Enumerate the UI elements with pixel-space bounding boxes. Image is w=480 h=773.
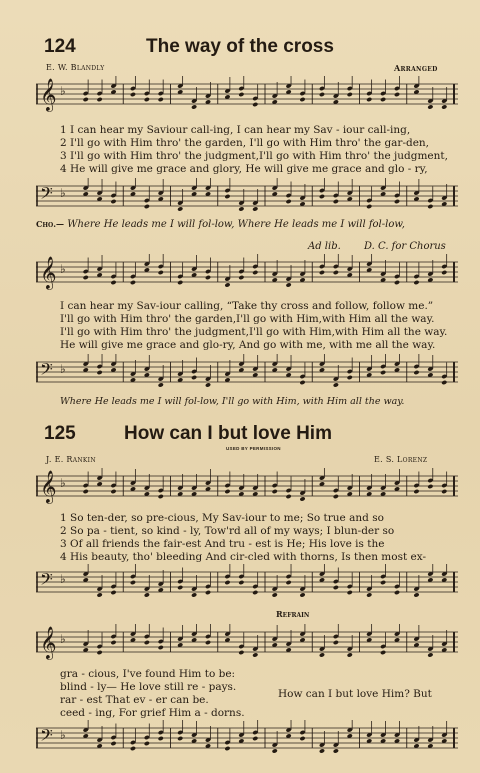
hymn-124-author: E. W. Blandly: [46, 63, 105, 72]
chorus-text-a: Where He leads me I will fol-low, Where He leads me I will fol-low,: [67, 219, 405, 230]
hymn-124-number: 124: [44, 36, 76, 57]
hymn-125-treble-staff-2: [36, 624, 458, 672]
svg-text:♭: ♭: [60, 476, 66, 490]
hymn-124-verse-2-line-b: I'll go with Him thro' the garden,I'll go with Him,with Him all the way.: [60, 313, 435, 325]
hymn-124-treble-staff-1: [36, 76, 458, 126]
hymn-124-verse-3-line-b: I'll go with Him thro' the judgment,I'll go with Him,with Him all the way.: [60, 326, 448, 338]
hymn-124-chorus-line-a: [36, 219, 405, 230]
hymn-125-bass-staff-1: [36, 564, 458, 606]
hymn-125-verse-2-line-b: blind - ly— He love still re - pays.: [60, 681, 237, 693]
svg-text:𝄞: 𝄞: [40, 626, 57, 659]
chorus-label: Cho.—: [36, 219, 65, 229]
hymn-125-verse-3-line-b: rar - est That ev - er can be.: [60, 694, 209, 706]
svg-text:𝄢: 𝄢: [40, 183, 53, 207]
hymn-125-verse-2-line-a: 2 So pa - tient, so kind - ly, Tow'rd all of my ways; I blun-der so: [60, 525, 395, 537]
svg-text:𝄢: 𝄢: [40, 725, 53, 749]
svg-text:𝄞: 𝄞: [40, 78, 57, 111]
hymn-125-verse-3-line-a: 3 Of all friends the fair-est And tru - est is He; His love is the: [60, 538, 385, 550]
permission-note: USED BY PERMISSION: [226, 446, 281, 451]
svg-text:♭: ♭: [60, 84, 66, 98]
svg-text:♭: ♭: [60, 728, 66, 742]
hymn-125-verse-4-line-a: 4 His beauty, tho' bleeding And cir-cled with thorns, Is then most ex-: [60, 551, 427, 563]
svg-text:𝄢: 𝄢: [40, 359, 53, 383]
hymn-125-composer: E. S. Lorenz: [374, 455, 428, 464]
hymn-124-treble-staff-2: [36, 254, 458, 306]
hymn-125-title: How can I but love Him: [124, 423, 332, 444]
hymn-124-verse-2-line-a: 2 I'll go with Him thro' the garden, I'll go with Him thro' the gar-den,: [60, 137, 430, 149]
hymn-124-verse-4-line-b: He will give me grace and glo-ry, And go with me, with me all the way.: [60, 339, 436, 351]
svg-text:♭: ♭: [60, 632, 66, 646]
svg-text:♭: ♭: [60, 572, 66, 586]
hymn-124-arranger: Arranged: [394, 63, 438, 73]
hymn-125-number: 125: [44, 423, 76, 444]
refrain-label: Refrain: [276, 609, 310, 619]
svg-text:𝄢: 𝄢: [40, 569, 53, 593]
svg-text:♭: ♭: [60, 186, 66, 200]
hymn-124-chorus-line-b: Where He leads me I will fol-low, I'll go with Him, with Him all the way.: [60, 396, 405, 407]
ad-lib-mark: Ad lib.: [308, 241, 341, 252]
hymn-124-title: The way of the cross: [146, 36, 334, 57]
hymn-124-verse-4-line-a: 4 He will give me grace and glory, He will give me grace and glo - ry,: [60, 163, 428, 175]
hymn-124-bass-staff-1: [36, 178, 458, 220]
hymn-125-verse-1-line-b: gra - cious, I've found Him to be:: [60, 668, 236, 680]
hymn-125-treble-staff-1: [36, 468, 458, 518]
hymn-124-verse-1-line-b: I can hear my Sav-iour calling, “Take thy cross and follow, follow me.”: [60, 300, 434, 312]
dc-for-chorus-mark: D. C. for Chorus: [364, 241, 446, 252]
svg-text:♭: ♭: [60, 362, 66, 376]
hymn-125-verse-4-line-b: ceed - ing, For grief Him a - dorns.: [60, 707, 245, 719]
hymn-125-author: J. E. Rankin: [46, 455, 96, 464]
svg-text:𝄞: 𝄞: [40, 470, 57, 503]
hymn-124-bass-staff-2: [36, 354, 458, 396]
hymn-124-verse-1-line-a: 1 I can hear my Saviour call-ing, I can hear my Sav - iour call-ing,: [60, 124, 411, 136]
svg-text:♭: ♭: [60, 262, 66, 276]
hymn-125-verse-1-line-a: 1 So ten-der, so pre-cious, My Sav-iour to me; So true and so: [60, 512, 384, 524]
hymn-125-bass-staff-2: [36, 720, 458, 762]
refrain-text: How can I but love Him? But: [278, 688, 432, 700]
hymn-124-verse-3-line-a: 3 I'll go with Him thro' the judgment,I'll go with Him thro' the judgment,: [60, 150, 448, 162]
svg-text:𝄞: 𝄞: [40, 256, 57, 289]
